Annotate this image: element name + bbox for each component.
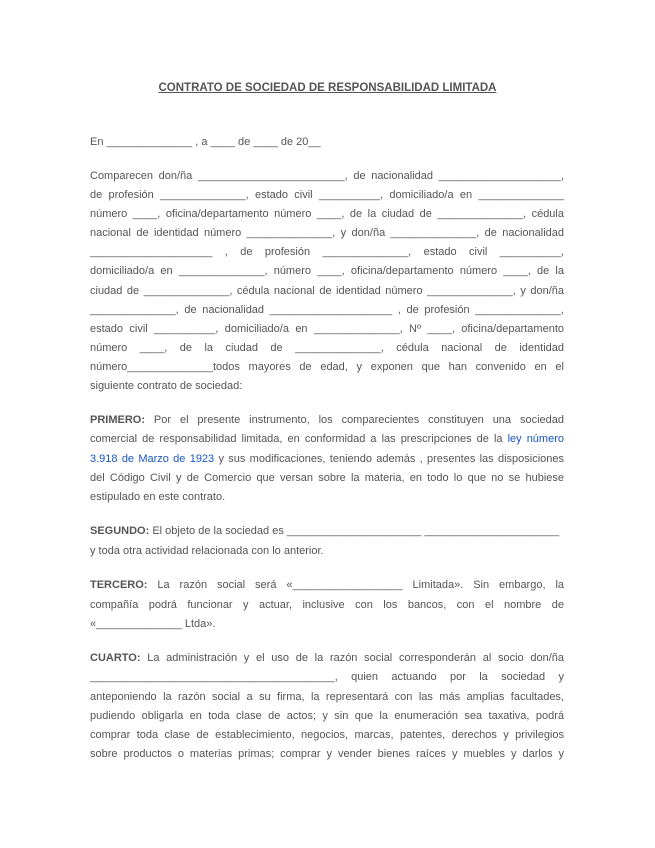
comparecen-line-9: estado civil __________, domiciliado/a en ______________, Nº ____, oficina/departamento <box>90 323 564 335</box>
comparecen-line-3: número ____, oficina/departamento número ____, de la ciudad de ______________, cédula <box>90 208 564 220</box>
comparecen-line-11: número______________todos mayores de edad, y exponen que han convenido en el <box>90 361 564 373</box>
comparecen-line-8: ______________, de nacionalidad ____________________ , de profesión ______________, <box>90 304 564 316</box>
comparecen-line-10: número ____, de la ciudad de ______________, cédula nacional de identidad <box>90 342 564 354</box>
primero-heading: PRIMERO: <box>90 414 145 426</box>
tercero-line-2: compañía podrá funcionar y actuar, inclusive con los bancos, con el nombre de <box>90 599 564 611</box>
cuarto-line-3: anteponiendo la razón social a su firma, la representará con las más amplias facultades, <box>90 691 564 703</box>
segundo-line-2: y toda otra actividad relacionada con lo anterior. <box>90 545 324 557</box>
comparecen-line-2: de profesión ______________, estado civil __________, domiciliado/a en ______________ <box>90 189 564 201</box>
comparecen-line-1: Comparecen don/ña ________________________, de nacionalidad ____________________, <box>90 170 564 182</box>
primero-line-4: del Código Civil y de Comercio que versan sobre la materia, en todo lo que no se hubiese <box>90 472 564 484</box>
cuarto-heading: CUARTO: <box>90 652 141 664</box>
cuarto-line-4: pudiendo obligarla en toda clase de actos; y sin que la enumeración sea taxativa, podrá <box>90 710 564 722</box>
cuarto-line-1: CUARTO: La administración y el uso de la razón social corresponderán al socio don/ña <box>90 652 565 664</box>
primero-line-5: estipulado en este contrato. <box>90 491 226 503</box>
tercero-line-1: TERCERO: La razón social será «__________________ Limitada». Sin embargo, la <box>90 579 565 591</box>
comparecen-line-5: ____________________ , de profesión ______________, estado civil __________, <box>90 246 564 258</box>
date-line: En ______________ , a ____ de ____ de 20__ <box>90 136 321 148</box>
segundo-heading: SEGUNDO: <box>90 525 150 537</box>
tercero-line-3: «______________ Ltda». <box>90 618 216 630</box>
cuarto-line-2: ________________________________________, quien actuando por la sociedad y <box>90 671 564 683</box>
primero-line-1: PRIMERO: Por el presente instrumento, los comparecientes constituyen una sociedad <box>90 414 564 426</box>
document-title: CONTRATO DE SOCIEDAD DE RESPONSABILIDAD LIMITADA <box>158 82 497 94</box>
primero-line-3: 3.918 de Marzo de 1923 y sus modificaciones, teniendo además , presentes las disposiciones <box>90 453 565 465</box>
comparecen-line-6: domiciliado/a en ______________, número ____, oficina/departamento número ____, de la <box>90 265 564 277</box>
law-link-part-2[interactable]: 3.918 de Marzo de 1923 <box>90 453 215 465</box>
cuarto-line-6: sobre productos o materias primas; comprar y vender bienes raíces y muebles y darlos y <box>90 748 564 760</box>
segundo-line-1: SEGUNDO: El objeto de la sociedad es ______________________ ______________________ <box>90 525 560 537</box>
comparecen-line-4: nacional de identidad número ______________, y don/ña ______________, de nacionalidad <box>90 227 564 239</box>
comparecen-line-12: siguiente contrato de sociedad: <box>90 380 243 392</box>
tercero-heading: TERCERO: <box>90 579 148 591</box>
cuarto-line-5: comprar toda clase de establecimiento, negocios, marcas, patentes, derechos y privilegios <box>90 729 564 741</box>
comparecen-line-7: ciudad de ______________, cédula nacional de identidad número ______________, y don/ña <box>90 285 564 297</box>
primero-line-2: comercial de responsabilidad limitada, en conformidad a las prescripciones de la ley número <box>90 433 564 445</box>
law-link-part-1[interactable]: ley número <box>507 433 564 445</box>
